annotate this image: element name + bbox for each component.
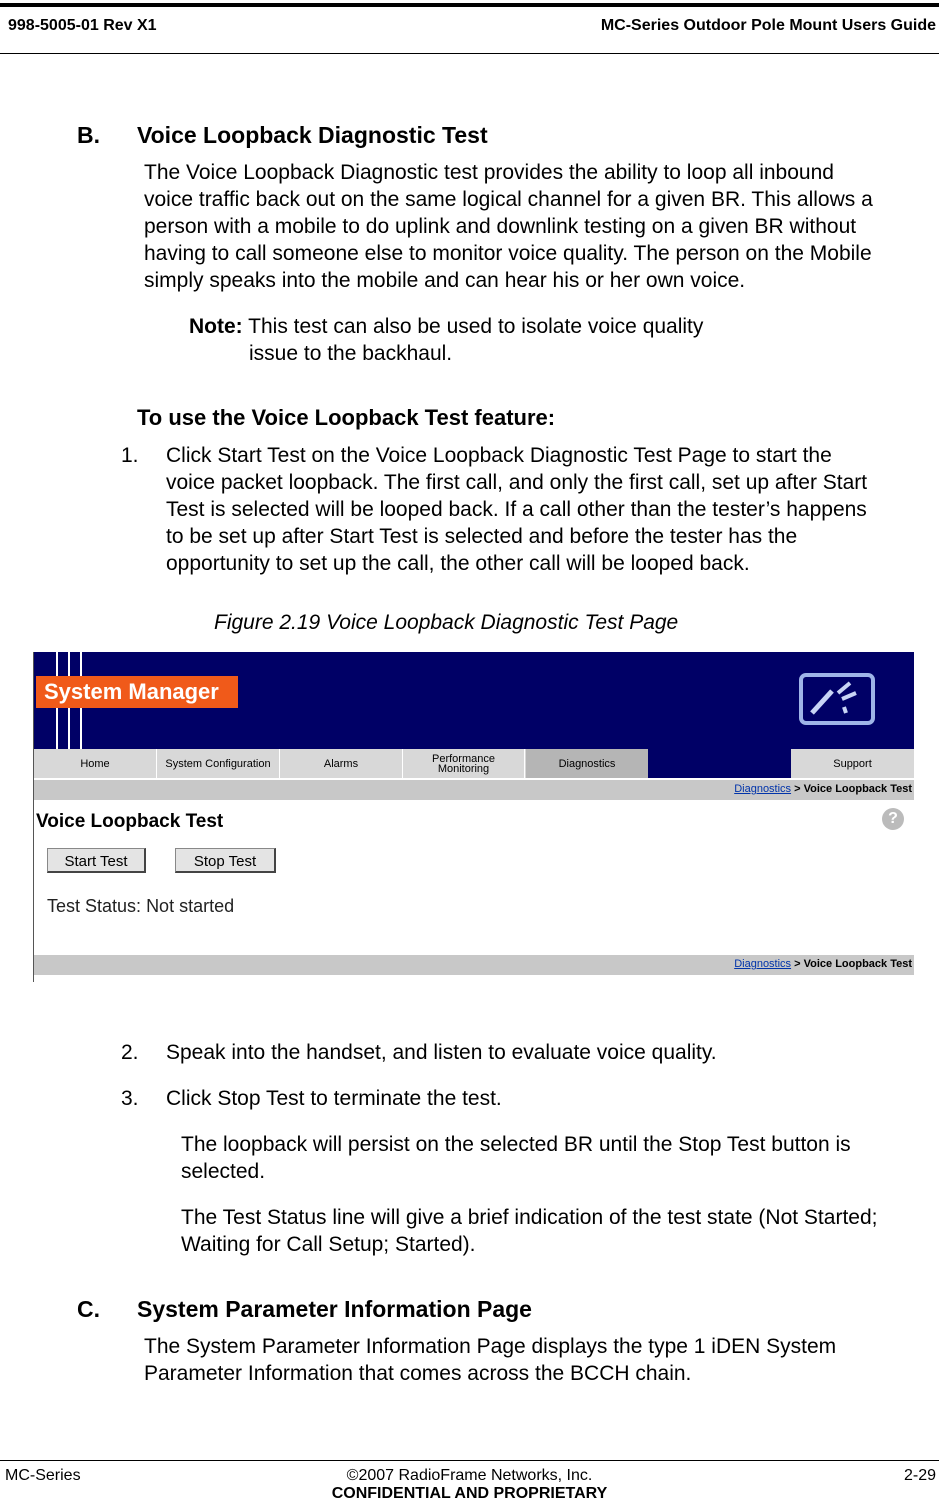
tab-alarms[interactable]: Alarms <box>280 749 403 778</box>
doc-number: 998-5005-01 Rev X1 <box>8 17 157 34</box>
breadcrumb-link-diagnostics[interactable]: Diagnostics <box>734 783 792 795</box>
app-banner <box>34 652 914 749</box>
tab-home[interactable]: Home <box>34 749 157 778</box>
doc-title: MC-Series Outdoor Pole Mount Users Guide <box>600 17 936 34</box>
header-rule <box>0 53 939 54</box>
test-status-value: Not started <box>146 896 235 916</box>
section-b-letter: B. <box>77 122 100 148</box>
section-c-letter: C. <box>77 1296 100 1322</box>
help-icon[interactable]: ? <box>882 808 904 830</box>
note-label: Note: <box>189 315 243 338</box>
footer-copyright: ©2007 RadioFrame Networks, Inc. <box>346 1467 593 1484</box>
test-status <box>47 896 234 917</box>
breadcrumb-bottom-link-diagnostics[interactable]: Diagnostics <box>734 958 792 970</box>
step-2-number: 2. <box>121 1041 139 1064</box>
footer-rule <box>0 1460 939 1461</box>
step-1-number: 1. <box>121 444 139 467</box>
tab-diagnostics[interactable]: Diagnostics <box>526 749 649 778</box>
page-number: 2-29 <box>903 1467 936 1484</box>
footer-confidential: CONFIDENTIAL AND PROPRIETARY <box>331 1485 608 1502</box>
stop-test-button[interactable]: Stop Test <box>175 848 276 873</box>
status-paragraph: The Test Status line will give a brief indication of the test state (Not Started; Waiting for Call Setup; Started). <box>181 1206 878 1256</box>
note: Note: This test can also be used to isolate voice quality issue to the backhaul. <box>189 315 704 365</box>
main-nav <box>34 749 914 778</box>
footer-left: MC-Series <box>5 1467 81 1484</box>
figure-caption: Figure 2.19 Voice Loopback Diagnostic Test Page <box>214 611 679 634</box>
test-status-label: Test Status: <box>47 896 142 916</box>
figure-screenshot <box>33 652 914 982</box>
page-title: Voice Loopback Test <box>36 811 224 832</box>
loopback-paragraph: The loopback will persist on the selected BR until the Stop Test button is selected. <box>181 1133 851 1183</box>
section-c-paragraph: The System Parameter Information Page displays the type 1 iDEN System Parameter Information that comes across the BCCH chain. <box>144 1335 837 1385</box>
section-c-title: System Parameter Information Page <box>137 1296 532 1322</box>
tab-system-configuration[interactable]: System Configuration <box>157 749 280 778</box>
start-test-button[interactable]: Start Test <box>47 848 146 873</box>
radioframe-logo-icon <box>798 673 876 725</box>
step-1-text: Click Start Test on the Voice Loopback Diagnostic Test Page to start the voice packet loopback. The first call, and only the first call, set up after Start Test is selected will be looped back. If a call other than the tester’s happens to be set up after Start Test is selected and before the tester has the opportunity to set up the call, the other call will be looped back. <box>166 444 868 575</box>
section-b-paragraph: The Voice Loopback Diagnostic test provides the ability to loop all inbound voice traffic back out on the same logical channel for a given BR. This allows a person with a mobile to do uplink and downlink testing on a given BR without having to call someone else to monitor voice quality. The person on the Mobile simply speaks into the mobile and can hear his or her own voice. <box>144 161 873 292</box>
step-3-number: 3. <box>121 1087 139 1110</box>
top-rule <box>0 3 939 7</box>
section-b-title: Voice Loopback Diagnostic Test <box>137 122 488 148</box>
tab-blank <box>648 749 791 778</box>
procedure-heading: To use the Voice Loopback Test feature: <box>137 405 556 430</box>
system-manager-logo: System Manager <box>36 676 238 708</box>
step-3-text: Click Stop Test to terminate the test. <box>166 1087 502 1110</box>
breadcrumb: Diagnostics > Voice Loopback Test <box>34 780 914 800</box>
breadcrumb-bottom: Diagnostics > Voice Loopback Test <box>34 955 914 975</box>
step-2-text: Speak into the handset, and listen to evaluate voice quality. <box>166 1041 717 1064</box>
tab-performance-monitoring[interactable]: Performance Monitoring <box>403 749 525 778</box>
tab-support[interactable]: Support <box>791 749 914 778</box>
